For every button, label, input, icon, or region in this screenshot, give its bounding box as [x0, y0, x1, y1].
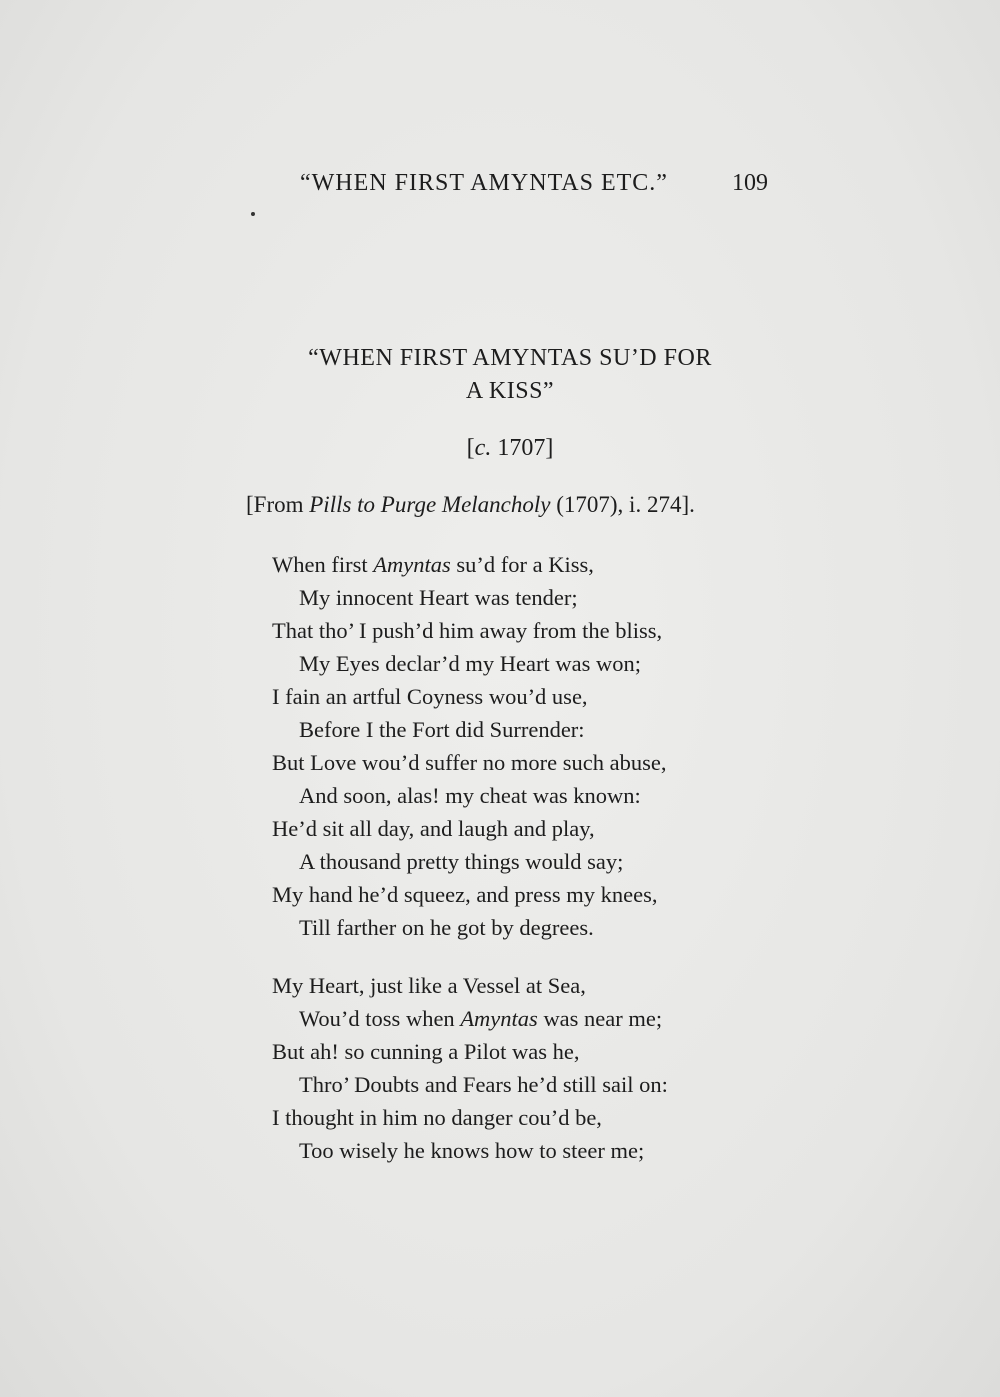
verse-line — [272, 1002, 792, 1035]
verse-line: Thro’ Doubts and Fears he’d still sail on: — [299, 1072, 668, 1097]
poem-title — [220, 342, 800, 408]
source-note — [246, 492, 786, 518]
page-number: 109 — [732, 170, 768, 196]
verse-text: was near me; — [537, 1006, 663, 1031]
verse-line: I fain an artful Coyness wou’d use, — [272, 684, 588, 709]
verse-line: And soon, alas! my cheat was known: — [299, 783, 641, 808]
stanza-1 — [272, 548, 792, 944]
verse-line: Before I the Fort did Surrender: — [299, 717, 585, 742]
verse-line: A thousand pretty things would say; — [299, 849, 624, 874]
verse-line: Too wisely he knows how to steer me; — [299, 1138, 645, 1163]
verse-line: My Heart, just like a Vessel at Sea, — [272, 973, 586, 998]
verse-line: But ah! so cunning a Pilot was he, — [272, 1039, 580, 1064]
poem-title-line-2: A KISS” — [465, 378, 555, 404]
date-year: 1707] — [491, 435, 554, 461]
stanza-2 — [272, 969, 792, 1167]
verse-line: But Love wou’d suffer no more such abuse, — [272, 750, 667, 775]
verse-text: When first — [272, 552, 374, 577]
verse-line: That tho’ I push’d him away from the bliss, — [272, 618, 663, 643]
verse-line: I thought in him no danger cou’d be, — [272, 1105, 602, 1130]
poem-title-line-1: “WHEN FIRST AMYNTAS SU’D FOR — [308, 345, 712, 371]
source-prefix: [From — [246, 492, 310, 517]
running-head: “WHEN FIRST AMYNTAS ETC.” — [300, 170, 668, 196]
source-work-title: Pills to Purge Melancholy — [309, 492, 551, 517]
source-suffix: (1707), i. 274]. — [550, 492, 695, 517]
verse-name-italic: Amyntas — [373, 552, 451, 577]
date-open-bracket: [ — [466, 435, 475, 461]
verse-name-italic: Amyntas — [460, 1006, 538, 1031]
verse-line: He’d sit all day, and laugh and play, — [272, 816, 595, 841]
verse-line: My Eyes declar’d my Heart was won; — [299, 651, 641, 676]
verse-text: Wou’d toss when — [299, 1006, 461, 1031]
poem-date — [220, 435, 800, 462]
ink-speck — [251, 212, 255, 216]
verse-line — [272, 548, 792, 581]
verse-text: su’d for a Kiss, — [450, 552, 594, 577]
verse-line: Till farther on he got by degrees. — [299, 915, 594, 940]
verse-line: My innocent Heart was tender; — [299, 585, 578, 610]
date-circa: c. — [474, 435, 492, 461]
verse-line: My hand he’d squeez, and press my knees, — [272, 882, 658, 907]
